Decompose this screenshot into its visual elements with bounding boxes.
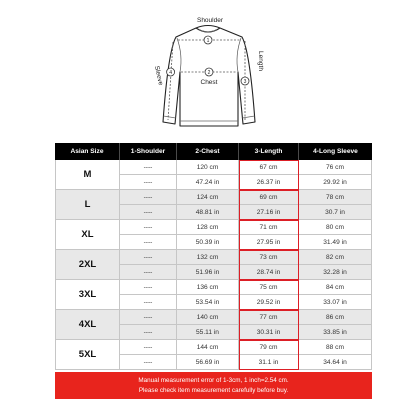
shoulder-cm-value: ---- [120, 340, 177, 355]
shoulder-cm-value: ---- [120, 160, 177, 175]
length-cm-value: 77 cm [239, 310, 299, 325]
chest-in-value: 56.69 in [177, 355, 239, 370]
chest-in-value: 47.24 in [177, 175, 239, 190]
sleeve-marker-number: 4 [169, 69, 172, 76]
table-body [55, 160, 372, 370]
length-in-value: 30.31 in [239, 325, 299, 340]
shoulder-in-value: ---- [120, 175, 177, 190]
chest-in-value: 51.96 in [177, 265, 239, 280]
length-cm-value: 71 cm [239, 220, 299, 235]
size-label: 4XL [55, 310, 120, 340]
header-shoulder: 1-Shoulder [120, 143, 177, 160]
chest-cm-value: 120 cm [177, 160, 239, 175]
sleeve-cm-value: 76 cm [299, 160, 372, 175]
length-in-value: 28.74 in [239, 265, 299, 280]
length-cm-value: 79 cm [239, 340, 299, 355]
measurement-error-note: Manual measurement error of 1-3cm, 1 inch=2.54 cm. [138, 377, 289, 384]
shoulder-in-value: ---- [120, 235, 177, 250]
sleeve-in-value: 32.28 in [299, 265, 372, 280]
shoulder-in-value: ---- [120, 355, 177, 370]
sleeve-in-value: 31.49 in [299, 235, 372, 250]
size-row-group [55, 220, 372, 250]
size-row-group [55, 310, 372, 340]
chest-cm-value: 136 cm [177, 280, 239, 295]
length-cm-value: 69 cm [239, 190, 299, 205]
measurement-note-banner [55, 372, 372, 399]
chest-cm-value: 132 cm [177, 250, 239, 265]
chest-in-value: 50.39 in [177, 235, 239, 250]
header-length: 3-Length [239, 143, 299, 160]
shoulder-in-value: ---- [120, 265, 177, 280]
length-in-value: 27.95 in [239, 235, 299, 250]
size-row-group [55, 340, 372, 370]
size-label: 5XL [55, 340, 120, 370]
shoulder-cm-value: ---- [120, 280, 177, 295]
chest-marker-number: 2 [207, 69, 211, 76]
length-in-value: 29.52 in [239, 295, 299, 310]
sleeve-in-value: 30.7 in [299, 205, 372, 220]
shoulder-in-value: ---- [120, 295, 177, 310]
length-in-value: 31.1 in [239, 355, 299, 370]
length-marker-number: 3 [243, 78, 247, 85]
sleeve-cm-value: 84 cm [299, 280, 372, 295]
chest-cm-value: 140 cm [177, 310, 239, 325]
size-row-group [55, 160, 372, 190]
sleeve-label: Sleeve [152, 65, 164, 87]
size-label: L [55, 190, 120, 220]
shirt-diagram [0, 0, 416, 140]
table-header [55, 143, 372, 160]
shoulder-label: Shoulder [196, 17, 224, 24]
sleeve-cm-value: 78 cm [299, 190, 372, 205]
chest-in-value: 53.54 in [177, 295, 239, 310]
shoulder-in-value: ---- [120, 205, 177, 220]
size-label: 2XL [55, 250, 120, 280]
chest-cm-value: 144 cm [177, 340, 239, 355]
back-neckline [196, 26, 220, 29]
sleeve-cm-value: 88 cm [299, 340, 372, 355]
chest-cm-value: 128 cm [177, 220, 239, 235]
length-cm-value: 75 cm [239, 280, 299, 295]
sleeve-in-value: 33.07 in [299, 295, 372, 310]
header-asian-size: Asian Size [55, 143, 120, 160]
size-label: M [55, 160, 120, 190]
sleeve-in-value: 34.64 in [299, 355, 372, 370]
length-label: Length [257, 51, 264, 71]
sleeve-in-value: 33.85 in [299, 325, 372, 340]
size-row-group [55, 190, 372, 220]
sleeve-in-value: 29.92 in [299, 175, 372, 190]
chest-in-value: 48.81 in [177, 205, 239, 220]
chest-in-value: 55.11 in [177, 325, 239, 340]
chest-label: Chest [200, 79, 218, 86]
length-cm-value: 67 cm [239, 160, 299, 175]
header-chest: 2-Chest [177, 143, 239, 160]
size-label: 3XL [55, 280, 120, 310]
chest-cm-value: 124 cm [177, 190, 239, 205]
length-in-value: 27.16 in [239, 205, 299, 220]
shoulder-marker-number: 1 [206, 37, 210, 44]
size-row-group [55, 280, 372, 310]
size-row-group [55, 250, 372, 280]
sleeve-cm-value: 86 cm [299, 310, 372, 325]
size-label: XL [55, 220, 120, 250]
sleeve-cm-value: 80 cm [299, 220, 372, 235]
shoulder-cm-value: ---- [120, 220, 177, 235]
length-in-value: 26.37 in [239, 175, 299, 190]
shoulder-cm-value: ---- [120, 250, 177, 265]
size-table [55, 143, 372, 370]
shoulder-cm-value: ---- [120, 310, 177, 325]
header-long-sleeve: 4-Long Sleeve [313, 148, 358, 155]
shoulder-cm-value: ---- [120, 190, 177, 205]
length-cm-value: 73 cm [239, 250, 299, 265]
sleeve-cm-value: 82 cm [299, 250, 372, 265]
check-measurement-note: Please check item measurement carefully before buy. [138, 386, 289, 394]
shoulder-in-value: ---- [120, 325, 177, 340]
